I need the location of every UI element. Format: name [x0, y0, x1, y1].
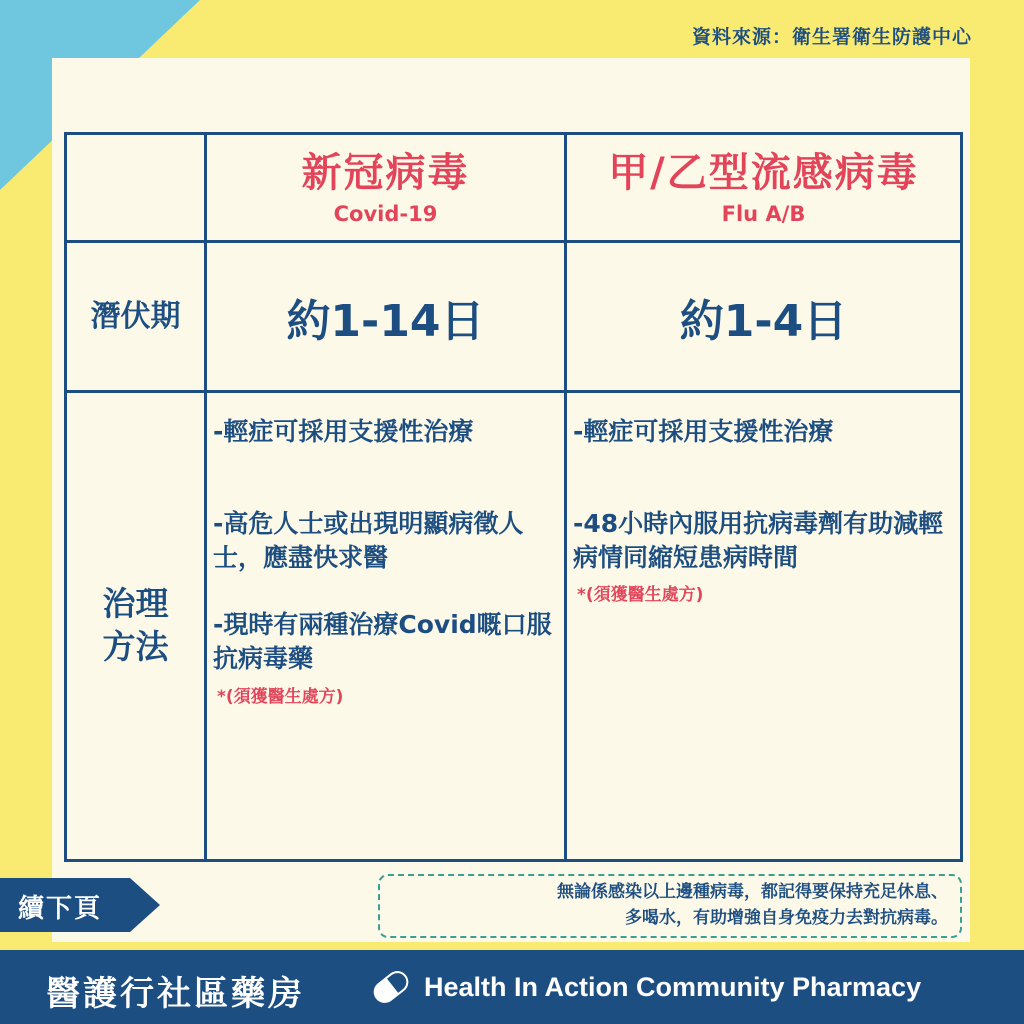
source-credit: 資料來源：衛生署衛生防護中心: [691, 26, 972, 48]
covid-name: 新冠病毒: [301, 149, 470, 196]
flu-treatment: [566, 392, 962, 861]
covid-treatment-item: -輕症可採用支援性治療: [213, 417, 474, 446]
next-page-label: 續下頁: [18, 894, 103, 924]
covid-header: [206, 134, 566, 242]
reminder-line: 無論係感染以上邊種病毒，都記得要保持充足休息、: [557, 882, 948, 902]
footer-bar: [0, 950, 1024, 1024]
incubation-row: [66, 242, 962, 392]
treatment-row: [66, 392, 962, 861]
pill-icon: [369, 967, 412, 1008]
comparison-table: [64, 132, 963, 862]
pharmacy-name-zh: 醫護行社區藥房: [46, 974, 305, 1014]
covid-treatment-item: -現時有兩種治療Covid嘅口服抗病毒藥: [213, 610, 552, 673]
pharmacy-name-en: Health In Action Community Pharmacy: [424, 972, 922, 1002]
covid-treatment: [206, 392, 566, 861]
covid-subtitle: Covid-19: [333, 201, 438, 226]
flu-prescription-note: *(須獲醫生處方): [577, 585, 704, 606]
reminder-line: 多喝水，有助增強自身免疫力去對抗病毒。: [625, 907, 948, 928]
flu-incubation: 約1-4日: [566, 242, 962, 392]
flu-name: 甲/乙型流感病毒: [608, 149, 919, 196]
next-page-button[interactable]: [0, 878, 160, 932]
empty-corner-cell: [66, 134, 206, 242]
treatment-label-line1: 治理: [102, 584, 169, 624]
incubation-label: 潛伏期: [66, 242, 206, 392]
reminder-box: [378, 874, 962, 938]
flu-header: [566, 134, 962, 242]
covid-incubation: 約1-14日: [206, 242, 566, 392]
header-row: [66, 134, 962, 242]
flu-treatment-item: -48小時內服用抗病毒劑有助減輕病情同縮短患病時間: [573, 508, 944, 572]
arrow-right-icon: [130, 878, 160, 932]
covid-treatment-item: -高危人士或出現明顯病徵人士，應盡快求醫: [213, 508, 524, 572]
treatment-label-line2: 方法: [102, 627, 169, 666]
treatment-label: [66, 392, 206, 861]
flu-treatment-item: -輕症可採用支援性治療: [573, 417, 834, 446]
flu-subtitle: Flu A/B: [721, 201, 806, 226]
covid-prescription-note: *(須獲醫生處方): [217, 686, 344, 707]
